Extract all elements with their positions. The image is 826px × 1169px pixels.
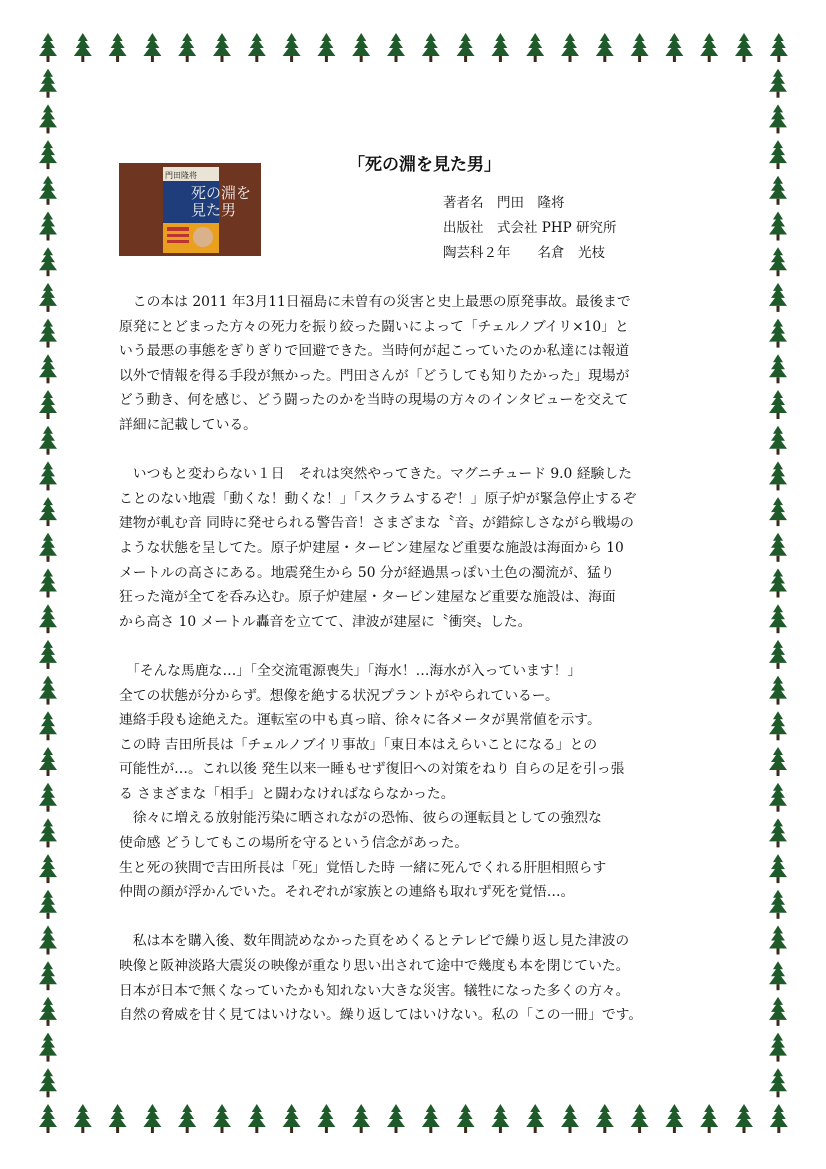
pine-tree-icon (39, 104, 57, 133)
essay-line: メートルの高さにある。地震発生から 50 分が経過黒っぽい土色の濁流が、猛り (119, 564, 615, 581)
pine-tree-icon (769, 676, 787, 705)
pine-tree-icon (39, 212, 57, 241)
paragraph-gap (119, 634, 709, 659)
pine-tree-icon (39, 818, 57, 847)
pine-tree-icon (39, 890, 57, 919)
essay-line: 私は本を購入後、数年間読めなかった頁をめくるとテレビで繰り返し見た津波の (119, 933, 630, 950)
pine-tree-icon (769, 354, 787, 383)
pine-tree-icon (143, 1104, 161, 1133)
pine-tree-icon (596, 33, 614, 62)
paragraph-gap (119, 905, 709, 930)
pine-tree-icon (39, 569, 57, 598)
pine-tree-icon (457, 33, 475, 62)
pine-tree-icon (213, 33, 231, 62)
pine-tree-icon (769, 569, 787, 598)
essay-line: いう最悪の事態をぎりぎりで回避できた。当時何が起こっていたのか私達には報道 (119, 343, 630, 360)
essay-line: 映像と阪神淡路大震災の映像が重なり思い出されて途中で幾度も本を閉じていた。 (119, 958, 630, 975)
pine-tree-icon (491, 33, 509, 62)
pine-tree-icon (735, 33, 753, 62)
pine-tree-icon (74, 33, 92, 62)
pine-tree-icon (596, 1104, 614, 1133)
pine-tree-icon (700, 1104, 718, 1133)
pine-tree-icon (39, 1104, 57, 1133)
cover-author: 門田隆将 (165, 171, 197, 180)
pine-tree-icon (769, 283, 787, 312)
pine-tree-icon (526, 1104, 544, 1133)
essay-line: 以外で情報を得る手段が無かった。門田さんが「どうしても知りたかった」現場が (119, 367, 630, 384)
pine-tree-icon (631, 33, 649, 62)
pine-tree-icon (352, 1104, 370, 1133)
essay-body (119, 290, 709, 1028)
pine-tree-icon (769, 640, 787, 669)
essay-line: 建物が軋む音 同時に発せられる警告音！さまざまな〝音〟が錯綜しさながら戦場の (119, 515, 634, 532)
pine-tree-icon (39, 961, 57, 990)
pine-tree-icon (109, 1104, 127, 1133)
essay-line: 日本が日本で無くなっていたかも知れない大きな災害。犠牲になった多くの方々。 (119, 982, 630, 999)
pine-tree-icon (561, 1104, 579, 1133)
pine-tree-icon (283, 33, 301, 62)
pine-tree-icon (769, 747, 787, 776)
pine-tree-icon (39, 140, 57, 169)
pine-tree-icon (665, 33, 683, 62)
pine-tree-icon (769, 319, 787, 348)
pine-tree-icon (248, 33, 266, 62)
pine-tree-icon (526, 33, 544, 62)
cover-title-2: 見た男 (191, 201, 237, 219)
paragraph-gap (119, 438, 709, 463)
author-line: 著者名 門田 隆将 (443, 195, 565, 211)
essay-line: る さまざまな「相手」と闘わなければならなかった。 (119, 785, 455, 802)
essay-line: 自然の脅威を甘く見てはいけない。繰り返してはいけない。私の「この一冊」です。 (119, 1007, 643, 1024)
pine-tree-icon (39, 461, 57, 490)
pine-tree-icon (769, 140, 787, 169)
pine-tree-icon (39, 604, 57, 633)
essay-line: 連絡手段も途絶えた。運転室の中も真っ暗、徐々に各メータが異常値を示す。 (119, 712, 601, 729)
pine-tree-icon (39, 283, 57, 312)
pine-tree-icon (74, 1104, 92, 1133)
pine-tree-icon (769, 854, 787, 883)
pine-tree-icon (769, 212, 787, 241)
writer-line: 陶芸科２年 名倉 光枝 (443, 245, 605, 261)
pine-tree-icon (769, 497, 787, 526)
pine-tree-icon (39, 319, 57, 348)
pine-tree-icon (39, 640, 57, 669)
pine-tree-icon (665, 1104, 683, 1133)
publisher-line: 出版社 式会社 PHP 研究所 (443, 220, 617, 236)
pine-tree-icon (317, 1104, 335, 1133)
essay-line: 仲間の顔が浮かんでいた。それぞれが家族との連絡も取れず死を覚悟…。 (119, 884, 575, 901)
cover-title-1: 死の淵を (191, 184, 252, 202)
essay-line: 使命感 どうしてもこの場所を守るという信念があった。 (119, 835, 469, 852)
essay-line: いつもと変わらない１日 それは突然やってきた。マグニチュード 9.0 経験した (119, 466, 632, 483)
book-cover-image (119, 163, 261, 256)
pine-tree-icon (39, 497, 57, 526)
essay-line: ような状態を呈してた。原子炉建屋・タービン建屋など重要な施設は海面から 10 (119, 539, 624, 556)
book-meta (443, 191, 617, 266)
essay-line: 可能性が…。これ以後 発生以来一睡もせず復旧への対策をねり 自らの足を引っ張 (119, 761, 625, 778)
essay-line: ことのない地震「動くな！動くな！」「スクラムするぞ！」原子炉が緊急停止するぞ (119, 490, 637, 507)
pine-tree-icon (178, 33, 196, 62)
pine-tree-icon (769, 604, 787, 633)
pine-tree-icon (769, 426, 787, 455)
pine-tree-icon (769, 890, 787, 919)
pine-tree-icon (387, 33, 405, 62)
pine-tree-icon (769, 247, 787, 276)
pine-tree-icon (39, 33, 57, 62)
pine-tree-icon (39, 747, 57, 776)
pine-tree-icon (39, 533, 57, 562)
pine-tree-icon (387, 1104, 405, 1133)
pine-tree-icon (769, 69, 787, 98)
pine-tree-icon (769, 783, 787, 812)
essay-line: この時 吉田所長は「チェルノブイリ事故」「東日本はえらいことになる」との (119, 736, 598, 753)
essay-line: 全ての状態が分からず。想像を絶する状況プラントがやられているー。 (119, 687, 559, 704)
pine-tree-icon (631, 1104, 649, 1133)
pine-tree-icon (317, 33, 335, 62)
essay-line: 「そんな馬鹿な…」「全交流電源喪失」「海水！…海水が入っています！」 (119, 662, 582, 679)
pine-tree-icon (143, 33, 161, 62)
pine-tree-icon (39, 676, 57, 705)
page-title: 「死の淵を見た男」 (348, 155, 501, 175)
pine-tree-icon (491, 1104, 509, 1133)
essay-line: 詳細に記載している。 (119, 416, 257, 433)
pine-tree-icon (769, 961, 787, 990)
essay-line: から高さ 10 メートル轟音を立てて、津波が建屋に〝衝突〟した。 (119, 613, 532, 630)
pine-tree-icon (213, 1104, 231, 1133)
essay-line: この本は 2011 年3月11日福島に未曽有の災害と史上最悪の原発事故。最後まで (119, 294, 631, 310)
pine-tree-icon (178, 1104, 196, 1133)
pine-tree-icon (769, 1068, 787, 1097)
pine-tree-icon (39, 997, 57, 1026)
pine-tree-icon (769, 390, 787, 419)
essay-line: 徐々に増える放射能汚染に晒されながの恐怖、彼らの運転員としての強烈な (119, 810, 602, 827)
pine-tree-icon (39, 69, 57, 98)
pine-tree-icon (39, 1033, 57, 1062)
pine-tree-icon (700, 33, 718, 62)
pine-tree-icon (769, 997, 787, 1026)
pine-tree-icon (769, 533, 787, 562)
pine-tree-icon (769, 104, 787, 133)
essay-line: 原発にとどまった方々の死力を振り絞った闘いによって「チェルノブイリ×10」と (119, 318, 629, 335)
pine-tree-icon (248, 1104, 266, 1133)
essay-line: 狂った滝が全てを呑み込む。原子炉建屋・タービン建屋など重要な施設は、海面 (119, 589, 616, 606)
pine-tree-icon (39, 354, 57, 383)
pine-tree-icon (39, 1068, 57, 1097)
pine-tree-icon (769, 461, 787, 490)
pine-tree-icon (769, 926, 787, 955)
pine-tree-icon (769, 176, 787, 205)
pine-tree-icon (422, 1104, 440, 1133)
pine-tree-icon (109, 33, 127, 62)
pine-tree-icon (735, 1104, 753, 1133)
pine-tree-icon (39, 783, 57, 812)
pine-tree-icon (561, 33, 579, 62)
pine-tree-icon (770, 1104, 788, 1133)
pine-tree-icon (39, 854, 57, 883)
pine-tree-icon (769, 818, 787, 847)
essay-line: 生と死の狭間で吉田所長は「死」覚悟した時 一緒に死んでくれる肝胆相照らす (119, 859, 607, 876)
pine-tree-icon (769, 711, 787, 740)
pine-tree-icon (39, 390, 57, 419)
pine-tree-icon (457, 1104, 475, 1133)
pine-tree-icon (422, 33, 440, 62)
pine-tree-icon (769, 1033, 787, 1062)
pine-tree-icon (39, 711, 57, 740)
pine-tree-icon (39, 926, 57, 955)
pine-tree-icon (352, 33, 370, 62)
pine-tree-icon (283, 1104, 301, 1133)
pine-tree-icon (770, 33, 788, 62)
pine-tree-icon (39, 176, 57, 205)
pine-tree-icon (39, 247, 57, 276)
pine-tree-icon (39, 426, 57, 455)
essay-line: どう動き、何を感じ、どう闘ったのかを当時の現場の方々のインタビューを交えて (119, 392, 629, 409)
